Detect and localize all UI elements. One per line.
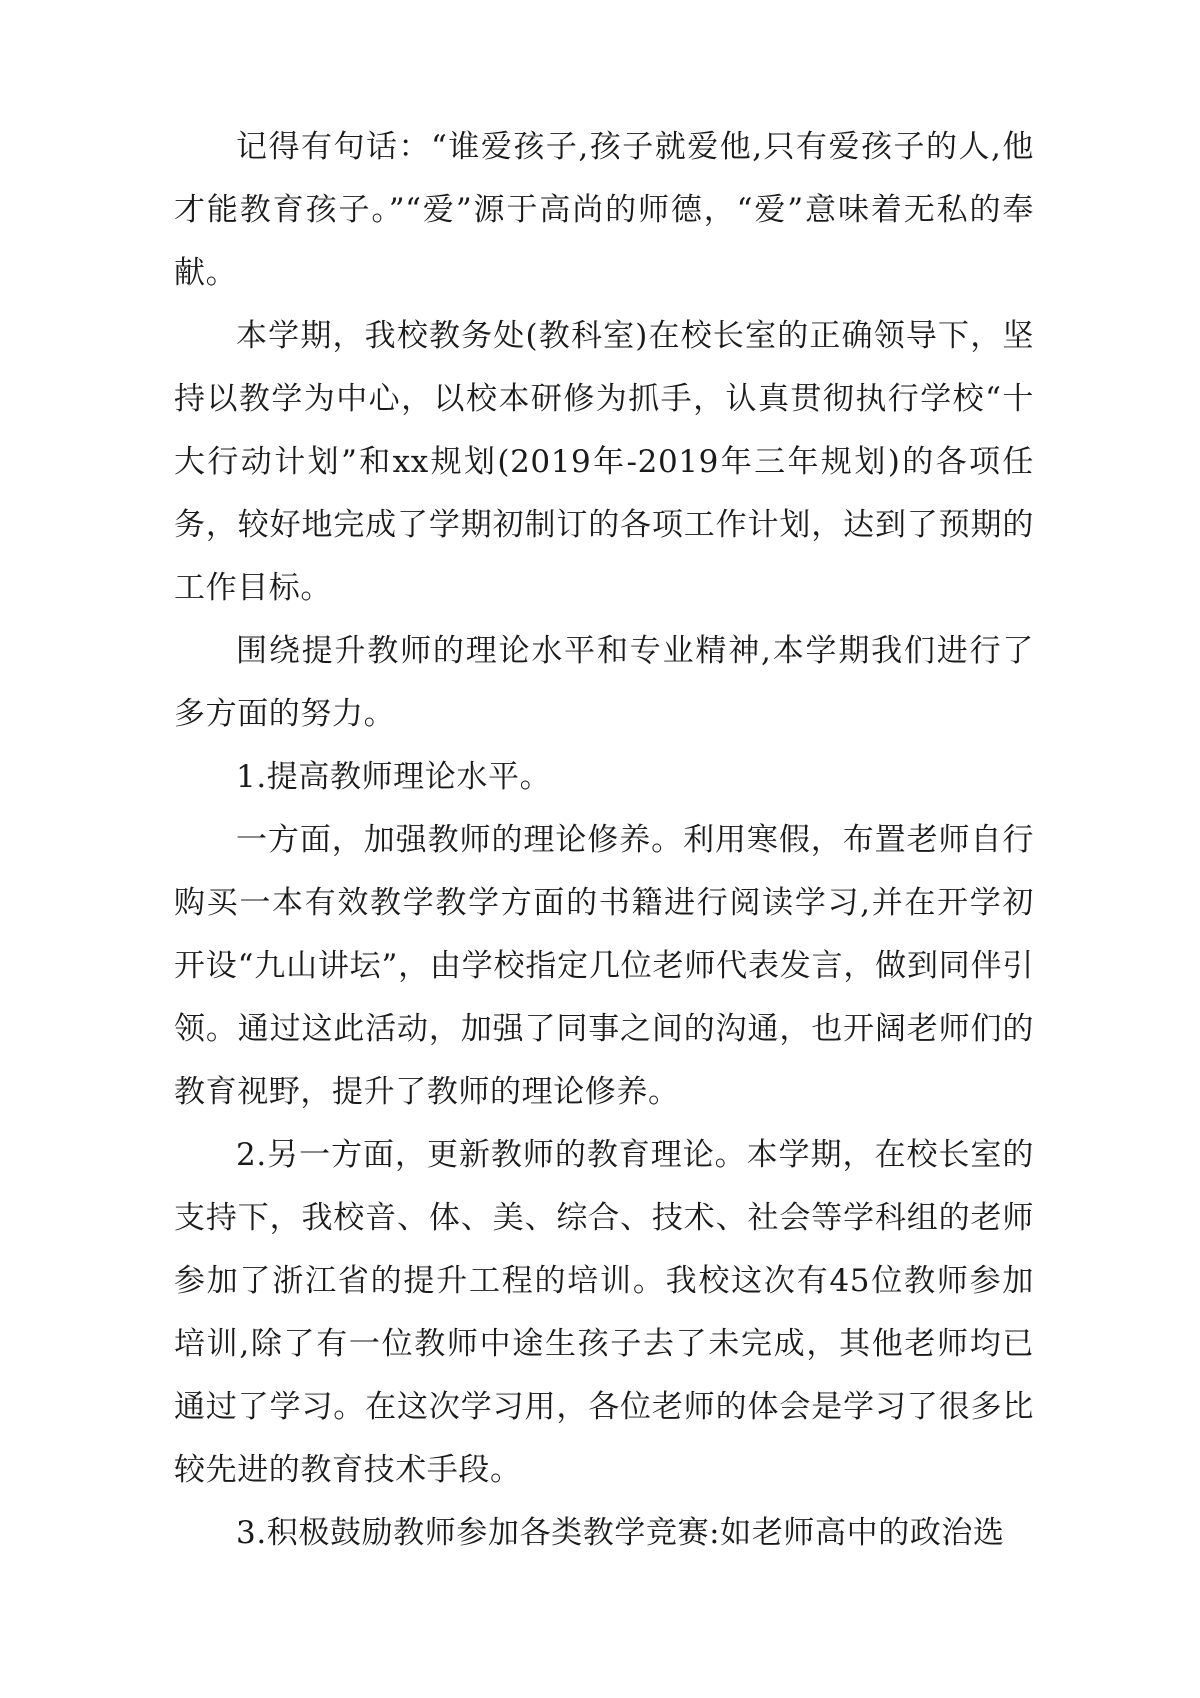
paragraph-theory-cultivation: 一方面，加强教师的理论修养。利用寒假，布置老师自行购买一本有效教学教学方面的书籍进行阅读学习,并在开学初开设“九山讲坛”，由学校指定几位老师代表发言，做到同伴引领。通过这此活动，加强了同事之间的沟通，也开阔老师们的教育视野，提升了教师的理论修养。 [174, 822, 1034, 1110]
paragraph-heading-theory-level: 1.提高教师理论水平。 [236, 759, 552, 795]
paragraph-teacher-efforts: 围绕提升教师的理论水平和专业精神,本学期我们进行了多方面的努力。 [174, 633, 1034, 732]
paragraph-teaching-competitions: 3.积极鼓励教师参加各类教学竞赛:如老师高中的政治选 [236, 1515, 1005, 1551]
paragraph-love-quote: 记得有句话：“谁爱孩子,孩子就爱他,只有爱孩子的人,他才能教育孩子。”“爱”源于高尚的师德，“爱”意味着无私的奉献。 [174, 129, 1034, 291]
paragraph-semester-overview: 本学期，我校教务处(教科室)在校长室的正确领导下，坚持以教学为中心，以校本研修为抓手，认真贯彻执行学校“十大行动计划”和xx规划(2019年-2019年三年规划)的各项任务，较好地完成了学期初制订的各项工作计划，达到了预期的工作目标。 [174, 318, 1034, 606]
document-body [174, 116, 1034, 1565]
paragraph-update-theory: 2.另一方面，更新教师的教育理论。本学期，在校长室的支持下，我校音、体、美、综合、技术、社会等学科组的老师参加了浙江省的提升工程的培训。我校这次有45位教师参加培训,除了有一位教师中途生孩子去了未完成，其他老师均已通过了学习。在这次学习用，各位老师的体会是学习了很多比较先进的教育技术手段。 [174, 1137, 1034, 1488]
